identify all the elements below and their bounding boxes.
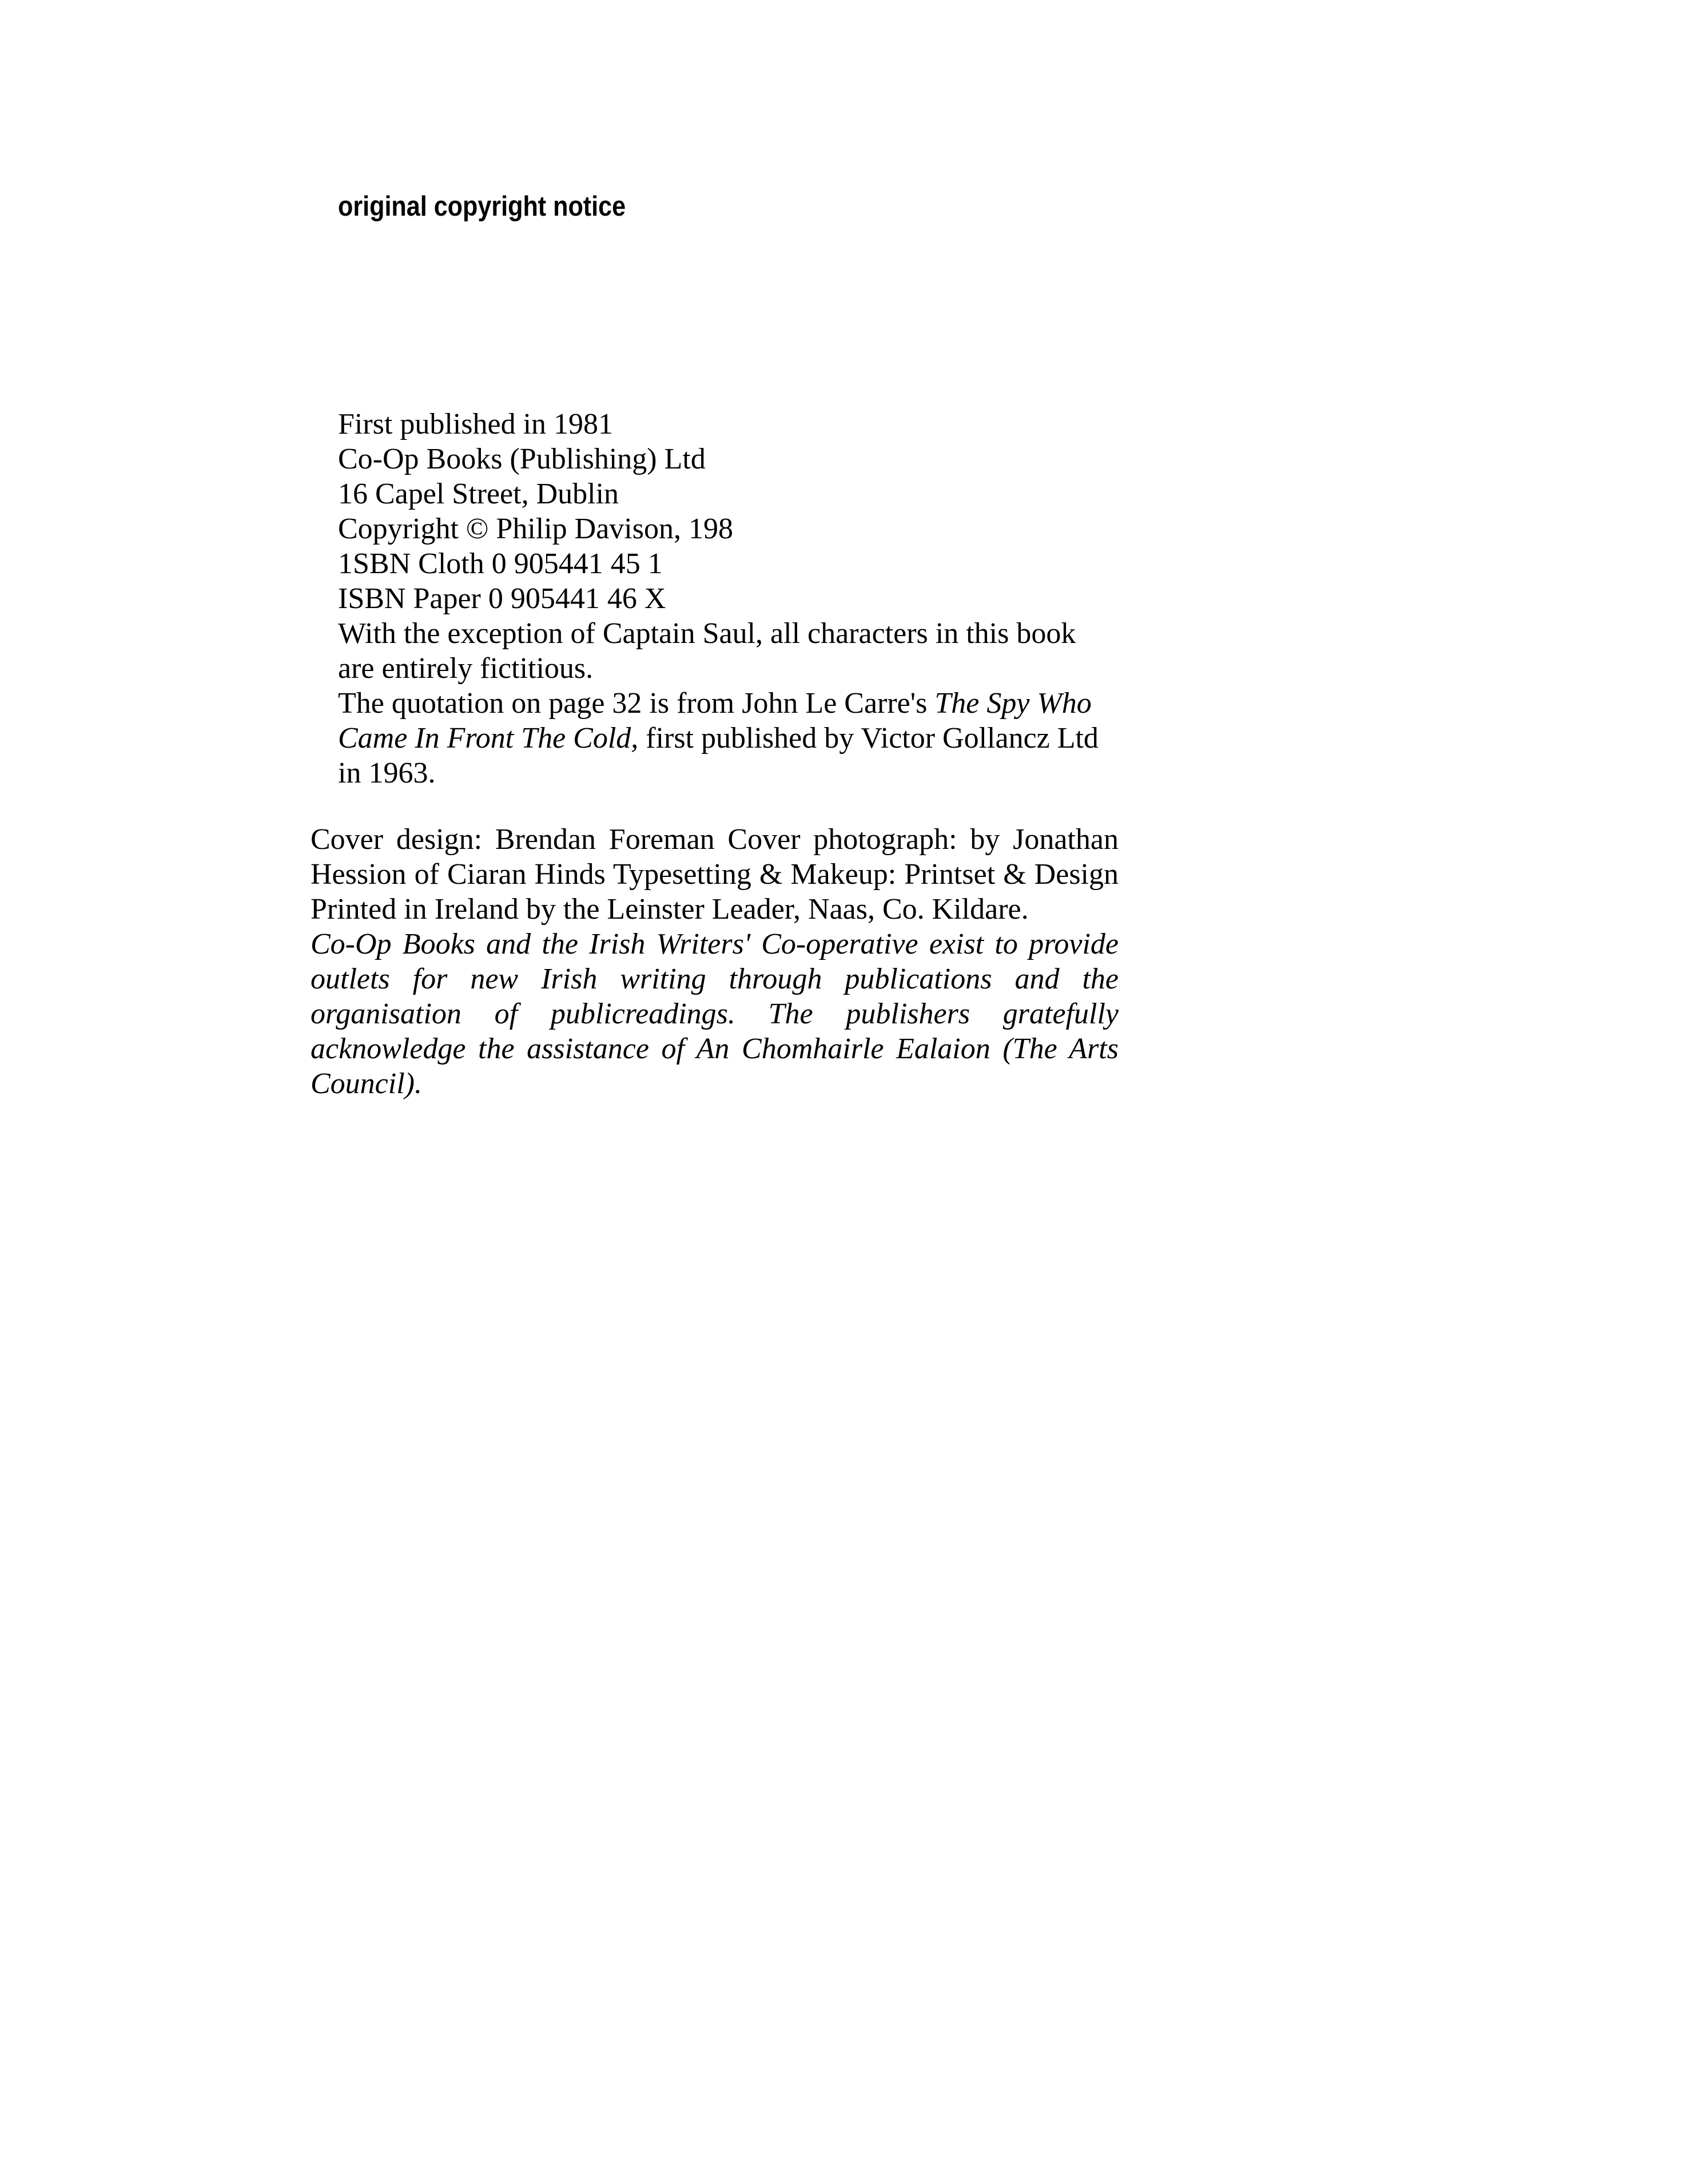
quotation-source-text: The quotation on page 32 is from John Le Carre's	[338, 687, 935, 720]
quoted-book-title-part-2: Came In Front The Cold,	[338, 722, 639, 755]
quotation-line-3: in 1963.	[338, 757, 436, 789]
quoted-book-title-part-1: The Spy Who	[934, 687, 1092, 720]
credits-block	[311, 822, 1119, 1101]
imprint-block	[338, 407, 1139, 791]
production-credits: Cover design: Brendan Foreman Cover photograph: by Jonathan Hession of Ciaran Hinds Typesetting & Makeup: Printset & Design Printed in Ireland by the Leinster Leader, Naas, Co. Kildare.	[311, 823, 1119, 926]
fiction-disclaimer-line-2: are entirely fictitious.	[338, 652, 594, 685]
isbn-paper-line: ISBN Paper 0 905441 46 X	[338, 582, 666, 615]
address-line: 16 Capel Street, Dublin	[338, 478, 619, 510]
acknowledgement-paragraph: Co-Op Books and the Irish Writers' Co-operative exist to provide outlets for new Irish writing through publications and the organisation of publicreadings. The publishers gratefully acknowledge the assistance of An Chomhairle Ealaion (The Arts Council).	[311, 928, 1119, 1100]
first-published-line: First published in 1981	[338, 408, 614, 440]
quotation-line-2	[338, 721, 1139, 756]
quotation-line-1	[338, 686, 1139, 721]
copyright-line: Copyright © Philip Davison, 198	[338, 513, 733, 545]
quotation-publisher-text: first published by Victor Gollancz Ltd	[638, 722, 1099, 755]
fiction-disclaimer-line-1: With the exception of Captain Saul, all characters in this book	[338, 617, 1076, 650]
isbn-cloth-line: 1SBN Cloth 0 905441 45 1	[338, 547, 663, 580]
page-title: original copyright notice	[338, 191, 626, 222]
publisher-line: Co-Op Books (Publishing) Ltd	[338, 443, 706, 475]
